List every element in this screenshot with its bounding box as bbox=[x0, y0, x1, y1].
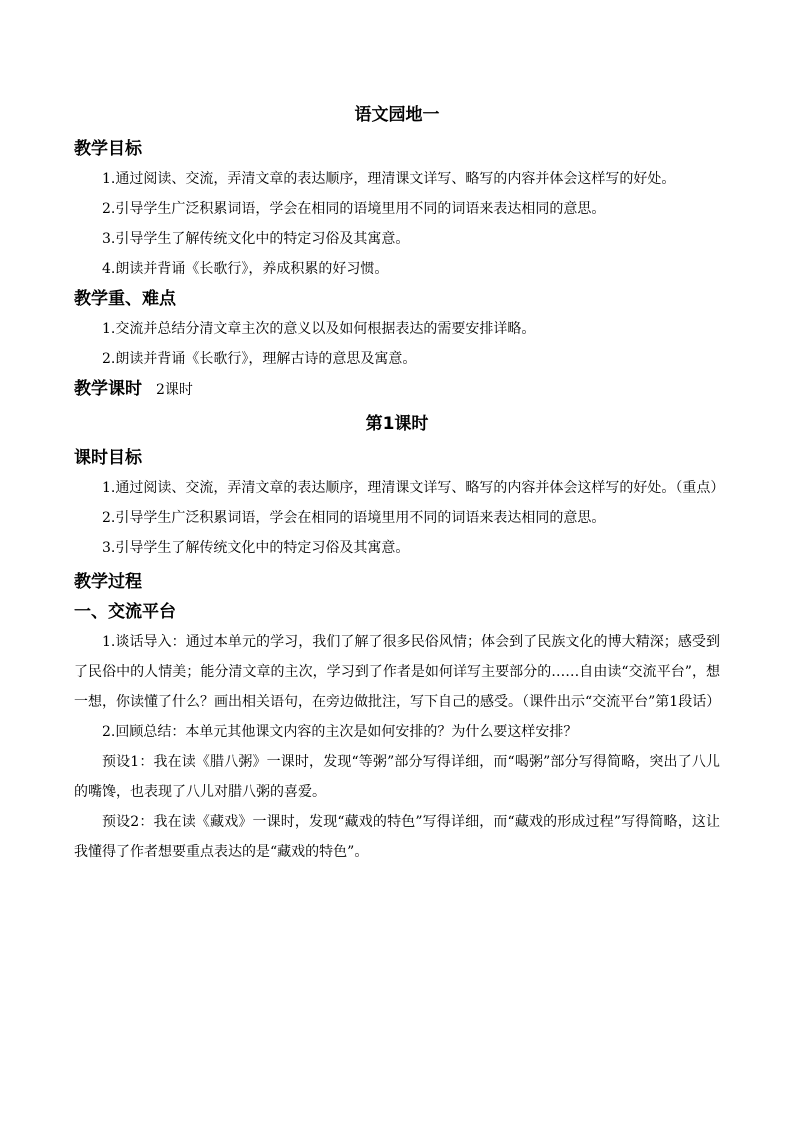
document-title: 语文园地一 bbox=[354, 105, 440, 125]
goal-item: 4.朗读并背诵《长歌行》，养成积累的好习惯。 bbox=[102, 261, 389, 277]
sub-heading-exchange: 一、交流平台 bbox=[74, 602, 176, 622]
section-heading-hours bbox=[74, 374, 720, 405]
section-heading-process: 教学过程 bbox=[74, 572, 142, 592]
document-body bbox=[74, 96, 725, 867]
process-paragraph: 1.谈话导入：通过本单元的学习，我们了解了很多民俗风情；体会到了民族文化的博大精深；感受到了民俗中的人情美；能分清文章的主次，学习到了作者是如何详写主要部分的……自由读“交流平台”，想一想，你读懂了什么？画出相关语句，在旁边做批注，写下自己的感受。（课件出示“交流平台”第1段话） bbox=[74, 634, 721, 710]
section-heading-lesson-goals: 课时目标 bbox=[74, 448, 142, 468]
lesson-goal-item: 3.引导学生了解传统文化中的特定习俗及其寓意。 bbox=[102, 540, 410, 556]
hours-value: 2课时 bbox=[156, 382, 193, 398]
section-heading-key-points: 教学重、难点 bbox=[74, 289, 176, 309]
hours-label: 教学课时 bbox=[74, 379, 142, 399]
section-heading-goals: 教学目标 bbox=[74, 139, 142, 159]
key-point-item: 2.朗读并背诵《长歌行》，理解古诗的意思及寓意。 bbox=[102, 351, 417, 367]
goal-item: 3.引导学生了解传统文化中的特定习俗及其寓意。 bbox=[102, 231, 410, 247]
goal-item: 2.引导学生广泛积累词语，学会在相同的语境里用不同的词语来表达相同的意思。 bbox=[102, 201, 606, 217]
process-paragraph: 2.回顾总结：本单元其他课文内容的主次是如何安排的？为什么要这样安排？ bbox=[102, 724, 578, 740]
process-paragraph: 预设1：我在读《腊八粥》一课时，发现“等粥”部分写得详细，而“喝粥”部分写得简略，突出了八儿的嘴馋，也表现了八儿对腊八粥的喜爱。 bbox=[74, 754, 720, 800]
key-point-item: 1.交流并总结分清文章主次的意义以及如何根据表达的需要安排详略。 bbox=[102, 321, 536, 337]
lesson-goal-item: 2.引导学生广泛积累词语，学会在相同的语境里用不同的词语来表达相同的意思。 bbox=[102, 510, 606, 526]
goal-item: 1.通过阅读、交流，弄清文章的表达顺序，理清课文详写、略写的内容并体会这样写的好处。 bbox=[102, 171, 676, 187]
lesson-goal-item: 1.通过阅读、交流，弄清文章的表达顺序，理清课文详写、略写的内容并体会这样写的好处。（重点） bbox=[102, 480, 725, 496]
lesson-heading: 第1课时 bbox=[365, 414, 429, 434]
process-paragraph: 预设2：我在读《藏戏》一课时，发现“藏戏的特色”写得详细，而“藏戏的形成过程”写得简略，这让我懂得了作者想要重点表达的是“藏戏的特色”。 bbox=[74, 814, 720, 860]
